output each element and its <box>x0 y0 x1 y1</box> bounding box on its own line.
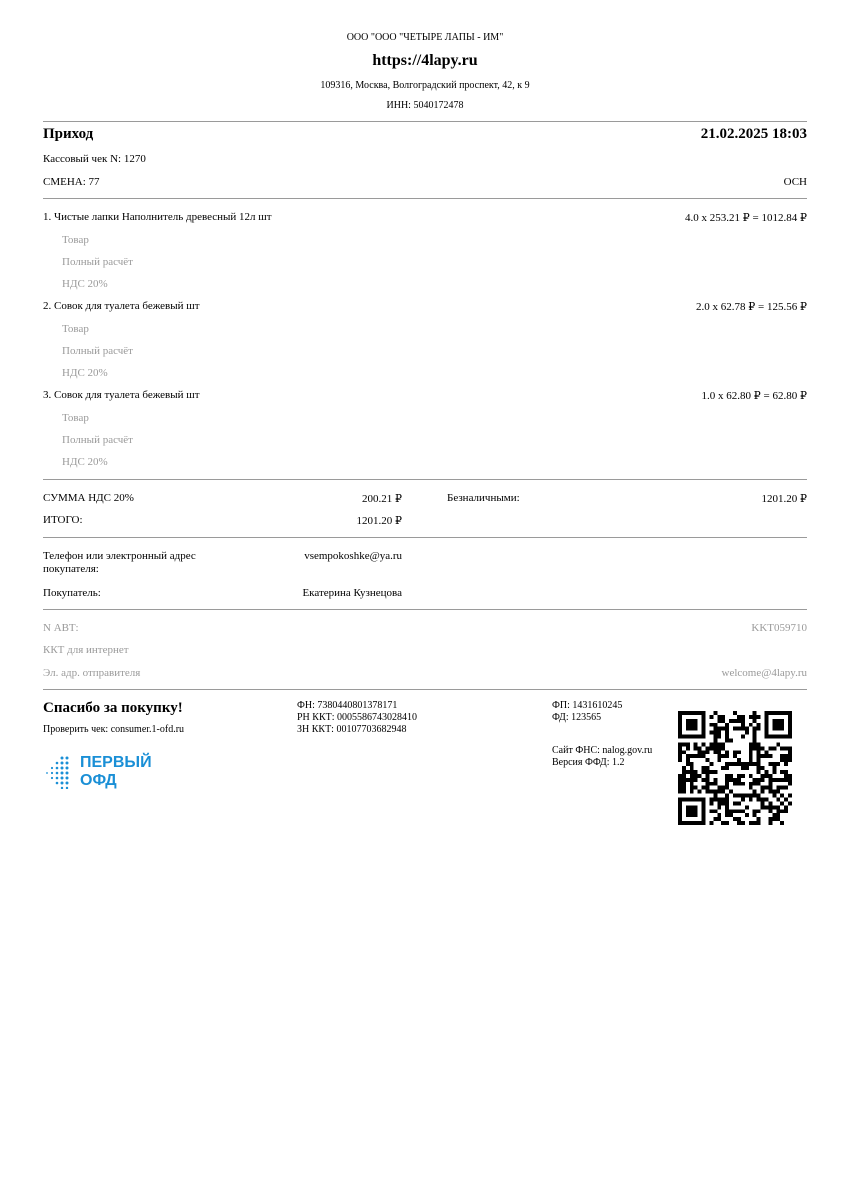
tax-system: ОСН <box>783 176 807 188</box>
item-row <box>43 300 807 312</box>
receipt-datetime: 21.02.2025 18:03 <box>700 126 807 142</box>
item-kind: Товар <box>62 323 89 335</box>
auto-label: N АВТ: <box>43 622 79 634</box>
item-vat: НДС 20% <box>62 367 108 379</box>
cashless-label: Безналичными: <box>447 492 520 504</box>
divider <box>43 537 807 538</box>
item-row <box>43 211 807 223</box>
fiscal-info <box>297 700 417 736</box>
divider <box>43 198 807 199</box>
receipt-header-row <box>43 126 807 143</box>
total-label: ИТОГО: <box>43 514 83 526</box>
cashless-value: 1201.20 ₽ <box>761 493 807 505</box>
org-name: ООО "ООО "ЧЕТЫРЕ ЛАПЫ - ИМ" <box>346 32 504 43</box>
vat-sum-value: 200.21 ₽ <box>362 493 402 505</box>
org-address: 109316, Москва, Волгоградский проспект, 42, к 9 <box>320 80 530 91</box>
item-payment: Полный расчёт <box>62 434 133 446</box>
item-payment: Полный расчёт <box>62 345 133 357</box>
auto-value: KKT059710 <box>751 622 807 634</box>
site-url: https://4lapy.ru <box>372 52 478 69</box>
item-vat: НДС 20% <box>62 456 108 468</box>
item-name: 1. Чистые лапки Наполнитель древесный 12л шт <box>43 211 272 223</box>
buyer-name-label: Покупатель: <box>43 587 101 599</box>
shift-row <box>43 176 807 188</box>
verify-link: Проверить чек: consumer.1-ofd.ru <box>43 724 185 735</box>
org-inn: ИНН: 5040172478 <box>386 100 464 111</box>
item-row <box>43 389 807 401</box>
ofd-logo-icon <box>43 755 71 789</box>
divider <box>43 479 807 480</box>
fd-number: ФД: 123565 <box>552 712 602 723</box>
ffd-version: Версия ФФД: 1.2 <box>552 757 625 768</box>
item-payment: Полный расчёт <box>62 256 133 268</box>
fns-info <box>552 745 652 769</box>
buyer-name-value: Екатерина Кузнецова <box>302 587 402 599</box>
kkt-internet: ККТ для интернет <box>43 644 129 656</box>
shift-number: СМЕНА: 77 <box>43 176 100 188</box>
item-kind: Товар <box>62 234 89 246</box>
auto-row <box>43 622 807 634</box>
ofd-logo-line1: ПЕРВЫЙ <box>80 754 152 771</box>
check-number: Кассовый чек N: 1270 <box>43 153 146 165</box>
item-calc: 1.0 x 62.80 ₽ = 62.80 ₽ <box>701 390 807 402</box>
thanks-message: Спасибо за покупку! <box>43 700 183 716</box>
item-vat: НДС 20% <box>62 278 108 290</box>
qr-code-icon <box>678 711 792 825</box>
fiscal-sign <box>552 700 622 724</box>
receipt-type: Приход <box>43 126 94 142</box>
buyer-contact-value: vsempokoshke@ya.ru <box>304 550 402 562</box>
rn-kkt: РН ККТ: 0005586743028410 <box>297 712 418 723</box>
divider <box>43 121 807 122</box>
divider <box>43 689 807 690</box>
divider <box>43 609 807 610</box>
item-kind: Товар <box>62 412 89 424</box>
sender-row <box>43 667 807 679</box>
ofd-logo-text <box>80 754 152 790</box>
vat-sum-label: СУММА НДС 20% <box>43 492 134 504</box>
ofd-logo-line2: ОФД <box>80 772 117 789</box>
sender-value: welcome@4lapy.ru <box>721 667 807 679</box>
item-name: 3. Совок для туалета бежевый шт <box>43 389 200 401</box>
ofd-logo <box>43 755 163 791</box>
item-calc: 4.0 x 253.21 ₽ = 1012.84 ₽ <box>685 212 807 224</box>
total-value: 1201.20 ₽ <box>356 515 402 527</box>
item-name: 2. Совок для туалета бежевый шт <box>43 300 200 312</box>
fns-site: Сайт ФНС: nalog.gov.ru <box>552 745 653 756</box>
buyer-contact-label: Телефон или электронный адрес покупателя: <box>43 550 196 575</box>
sender-label: Эл. адр. отправителя <box>43 667 141 679</box>
item-calc: 2.0 x 62.78 ₽ = 125.56 ₽ <box>696 301 807 313</box>
zn-kkt: ЗН ККТ: 00107703682948 <box>297 724 407 735</box>
fn-number: ФН: 7380440801378171 <box>297 700 398 711</box>
fp-number: ФП: 1431610245 <box>552 700 623 711</box>
